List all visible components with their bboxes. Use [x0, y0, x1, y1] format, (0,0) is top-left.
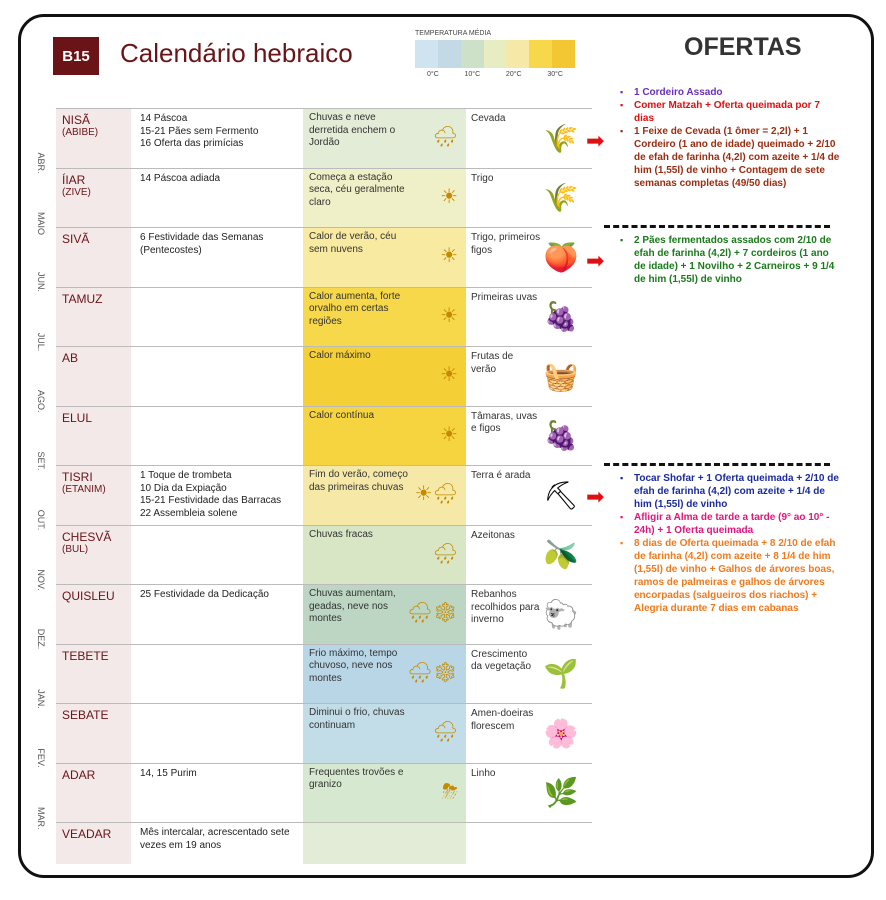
- gregorian-month-label: OUT.: [36, 509, 46, 531]
- weather-cell: [303, 228, 466, 287]
- gregorian-month-label: ABR.: [36, 152, 46, 174]
- crop-icon: 🌾: [543, 182, 579, 213]
- gregorian-month-label: JAN.: [36, 688, 46, 709]
- offer-item: ▪ 8 dias de Oferta queimada + 8 2/10 de efah de farinha (4,2l) com azeite + 8 1/4 de him (1,55l) de vinho + Galhos de árvores boas, ramos de palmeiras e galhos de árvores encorpadas (salgueiros dos riachos) + Alegria durante 7 dias em cabanas: [620, 537, 840, 615]
- weather-icon: ☀: [440, 245, 458, 267]
- month-row: [56, 703, 592, 763]
- hebrew-month-alt: (ZIVE): [62, 186, 91, 198]
- festivals: [140, 113, 305, 151]
- temperature-swatch: [461, 40, 484, 68]
- gregorian-month-label: AGO.: [36, 390, 46, 413]
- month-row: [56, 346, 592, 406]
- crop-icon: 🌾: [543, 122, 579, 154]
- weather-text: Fim do verão, começo das primeiras chuvas: [309, 469, 408, 493]
- festival-item: 6 Festividade das Semanas (Pentecostes): [140, 232, 264, 256]
- temperature-scale: [415, 40, 575, 68]
- weather-text: Diminui o frio, chuvas continuam: [309, 707, 405, 731]
- hebrew-month-name: ÍIAR (ZIVE): [56, 169, 131, 228]
- hebrew-month-name: QUISLEU: [56, 585, 131, 644]
- weather-icon: ⛈: [442, 780, 458, 803]
- calendar-table: [56, 108, 592, 864]
- hebrew-month-alt: (ETANIM): [62, 484, 106, 495]
- weather-text: Chuvas fracas: [309, 528, 373, 540]
- weather-icon: ☀🌧: [414, 483, 458, 505]
- crop-icon: 🧺: [543, 360, 579, 392]
- weather-cell: [303, 704, 466, 763]
- crop-icon: ⛏: [543, 479, 579, 511]
- month-row: [56, 763, 592, 823]
- month-row: [56, 227, 592, 287]
- weather-cell: [303, 407, 466, 466]
- hebrew-month-alt: (ABIBE): [62, 127, 99, 138]
- temperature-legend: [415, 30, 575, 78]
- weather-cell: [303, 347, 466, 406]
- festival-item: Mês intercalar, acrescentado sete vezes em 19 anos: [140, 827, 290, 851]
- crop-text: Crescimento da vegetação: [471, 648, 532, 672]
- hebrew-month-name: NISÃ (ABIBE): [56, 109, 131, 168]
- crop-icon: 🫒: [543, 539, 579, 570]
- temperature-tick: 20°C: [505, 71, 522, 78]
- weather-cell: [303, 526, 466, 585]
- hebrew-month-name: CHESVÃ (BUL): [56, 526, 131, 585]
- month-row: [56, 822, 592, 864]
- hebrew-month-name: TAMUZ: [56, 288, 131, 347]
- crop-icon: 🌱: [543, 658, 579, 689]
- weather-text: Calor máximo: [309, 350, 371, 361]
- weather-text: Frequentes trovões e granizo: [309, 766, 404, 790]
- gregorian-month-label: SET.: [36, 450, 46, 470]
- offer-item: ▪ Afligir a Alma de tarde a tarde (9° ao 10° - 24h) + 1 Oferta queimada: [620, 511, 840, 537]
- weather-icon: ☀: [440, 304, 458, 327]
- temperature-ticks: [415, 71, 575, 78]
- divider-2: [604, 463, 830, 466]
- crop-text: Linho: [471, 767, 496, 779]
- temperature-swatch: [438, 40, 461, 68]
- temperature-swatch: [506, 40, 529, 68]
- month-row: [56, 465, 592, 525]
- month-row: [56, 525, 592, 585]
- festivals: [140, 827, 305, 852]
- festival-item: 22 Assembleia solene: [140, 507, 238, 519]
- crop-icon: 🍇: [543, 301, 579, 332]
- hebrew-month-name: SIVÃ: [56, 228, 131, 287]
- gregorian-month-label: NOV.: [36, 568, 46, 591]
- weather-icon: ☀: [440, 185, 458, 208]
- offer-item: ▪ 1 Feixe de Cevada (1 ômer = 2,2l) + 1 Cordeiro (1 ano de idade) queimado + 2/10 de efah de farinha (4,2l) com azeite + 1/4 de him (1,55l) de vinho + Contagem de sete semanas completas (49/50 dias): [620, 125, 840, 190]
- weather-cell: [303, 466, 466, 525]
- gregorian-month-label: MAR.: [36, 806, 46, 829]
- temperature-tick: 0°C: [427, 71, 439, 78]
- festival-item: 16 Oferta das primícias: [140, 138, 244, 149]
- gregorian-month-label: DEZ.: [36, 628, 46, 650]
- offer-item: ▪ 2 Pães fermentados assados com 2/10 de efah de farinha (4,2l) + 7 cordeiros (1 ano de idade) + 1 Novilho + 2 Carneiros + 9 1/4 de him (1,55l) de vinho: [620, 234, 840, 286]
- weather-icon: 🌧❄: [407, 661, 458, 684]
- hebrew-month-name: ELUL: [56, 407, 131, 466]
- month-row: [56, 584, 592, 644]
- festivals: [140, 768, 305, 781]
- festival-item: 25 Festividade da Dedicação: [140, 589, 269, 600]
- weather-text: Chuvas aumentam, geadas, neve nos montes: [309, 588, 396, 624]
- month-row: [56, 406, 592, 466]
- crop-text: Amen-doeiras florescem: [471, 708, 534, 732]
- festivals: [140, 232, 305, 257]
- festivals: [140, 589, 305, 602]
- crop-text: Frutas de verão: [471, 351, 514, 375]
- weather-text: Frio máximo, tempo chuvoso, neve nos montes: [309, 647, 398, 684]
- crop-text: Terra é arada: [471, 470, 531, 481]
- hebrew-month-name: AB: [56, 347, 131, 406]
- offers-group-siva: [620, 234, 840, 286]
- crop-icon: 🌸: [543, 717, 579, 749]
- festivals: [140, 470, 305, 520]
- festival-item: 14, 15 Purim: [140, 767, 197, 779]
- crop-icon: 🍇: [543, 420, 579, 451]
- weather-icon: 🌧: [432, 542, 458, 565]
- gregorian-months-sidebar: [30, 108, 52, 860]
- temperature-swatch: [484, 40, 507, 68]
- weather-cell: [303, 645, 466, 704]
- section-badge: B15: [53, 37, 99, 75]
- gregorian-month-label: FEV.: [36, 748, 46, 768]
- weather-cell: [303, 169, 466, 228]
- weather-icon: ☀: [440, 364, 458, 386]
- hebrew-month-alt: (BUL): [62, 543, 89, 555]
- crop-icon: 🍑: [543, 241, 579, 273]
- festival-item: 1 Toque de trombeta: [140, 470, 232, 481]
- festival-item: 15-21 Pães sem Fermento: [140, 125, 259, 137]
- weather-cell: [303, 585, 466, 644]
- weather-text: Calor contínua: [309, 409, 375, 421]
- festival-item: 14 Páscoa: [140, 113, 188, 124]
- weather-cell: [303, 823, 466, 864]
- divider-1: [604, 225, 830, 228]
- arrow-siva-icon: ➡: [586, 248, 605, 273]
- crop-icon: 🌿: [543, 777, 579, 808]
- temperature-label: TEMPERATURA MÉDIA: [415, 30, 492, 37]
- temperature-swatch: [552, 40, 575, 68]
- crop-text: Tâmaras, uvas e figos: [471, 410, 538, 434]
- weather-cell: [303, 109, 466, 168]
- crop-text: Rebanhos recolhidos para inverno: [471, 589, 540, 625]
- hebrew-month-name: TEBETE: [56, 645, 131, 704]
- month-row: [56, 168, 592, 228]
- hebrew-month-name: ADAR: [56, 764, 131, 823]
- temperature-tick: 10°C: [464, 71, 481, 78]
- offers-group-nisa: [620, 86, 840, 190]
- gregorian-month-label: JUL.: [36, 332, 46, 351]
- festival-item: 15-21 Festividade das Barracas: [140, 495, 282, 506]
- crop-icon: 🐑: [543, 598, 579, 630]
- temperature-swatch: [415, 40, 438, 68]
- gregorian-month-label: MAIO: [36, 211, 46, 235]
- month-row: [56, 287, 592, 347]
- month-row: [56, 108, 592, 168]
- arrow-nisa-icon: ➡: [586, 128, 605, 153]
- month-row: [56, 644, 592, 704]
- crop-text: Primeiras uvas: [471, 291, 538, 303]
- crop-text: Cevada: [471, 113, 506, 124]
- hebrew-month-name: VEADAR: [56, 823, 131, 864]
- weather-icon: 🌧❄: [407, 602, 458, 624]
- festival-item: 14 Páscoa adiada: [140, 172, 221, 184]
- hebrew-month-name: SEBATE: [56, 704, 131, 763]
- hebrew-month-name: TISRI (ETANIM): [56, 466, 131, 525]
- weather-text: Começa a estação seca, céu geralmente claro: [309, 171, 405, 208]
- weather-cell: [303, 764, 466, 823]
- temperature-swatch: [529, 40, 552, 68]
- temperature-tick: 30°C: [547, 71, 563, 78]
- weather-icon: 🌧: [432, 126, 458, 148]
- gregorian-month-label: JUN.: [36, 272, 46, 292]
- arrow-tisri-icon: ➡: [586, 484, 605, 509]
- weather-icon: 🌧: [432, 721, 458, 743]
- festivals: [140, 173, 305, 186]
- offer-item: ▪ 1 Cordeiro Assado: [620, 86, 840, 99]
- weather-text: Chuvas e neve derretida enchem o Jordão: [309, 112, 396, 148]
- offer-item: ▪ Comer Matzah + Oferta queimada por 7 dias: [620, 99, 840, 125]
- offer-item: ▪ Tocar Shofar + 1 Oferta queimada + 2/10 de efah de farinha (4,2l) com azeite + 1/4 de him (1,55l) de vinho: [620, 472, 840, 511]
- weather-icon: ☀: [440, 423, 458, 446]
- weather-text: Calor de verão, céu sem nuvens: [309, 231, 397, 255]
- page-title: Calendário hebraico: [120, 38, 353, 68]
- offers-group-tisri: [620, 472, 840, 615]
- ofertas-title: OFERTAS: [684, 33, 802, 61]
- crop-text: Azeitonas: [471, 529, 515, 541]
- crop-text: Trigo: [471, 172, 494, 184]
- weather-text: Calor aumenta, forte orvalho em certas regiões: [309, 290, 401, 327]
- weather-cell: [303, 288, 466, 347]
- crop-text: Trigo, primeiros figos: [471, 232, 541, 256]
- festival-item: 10 Dia da Expiação: [140, 482, 227, 494]
